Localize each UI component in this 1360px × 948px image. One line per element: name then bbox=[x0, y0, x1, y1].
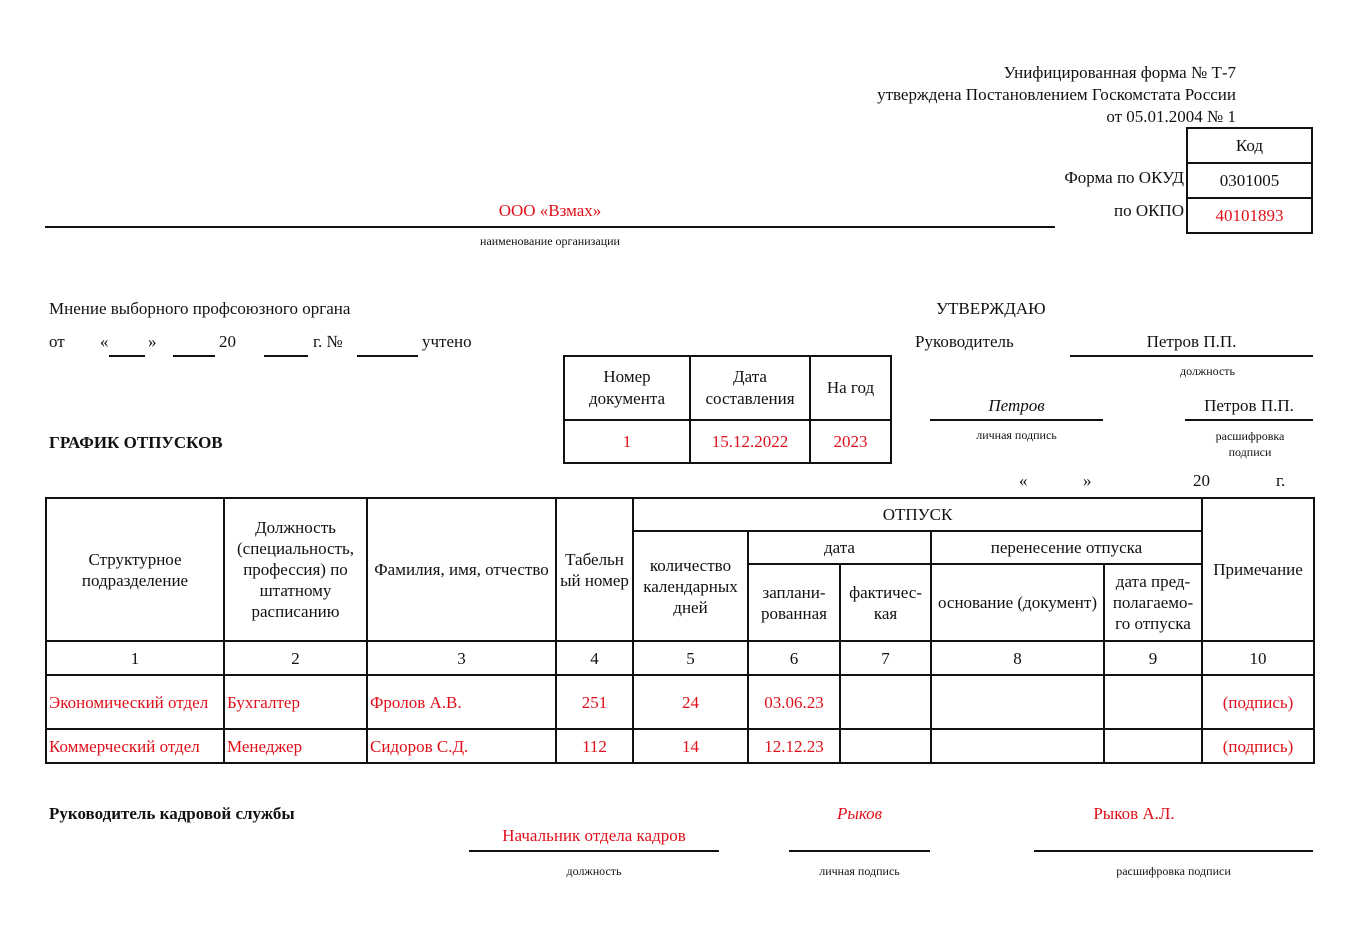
approve-title: УТВЕРЖДАЮ bbox=[936, 299, 1046, 318]
approve-signature: Петров bbox=[988, 396, 1045, 415]
footer-signature: Рыков bbox=[836, 804, 883, 823]
okpo-label: по ОКПО bbox=[1113, 201, 1184, 220]
approve-role-line bbox=[1070, 355, 1313, 357]
row-planned: 12.12.23 bbox=[748, 729, 840, 763]
header-actual: фактичес- кая bbox=[840, 564, 931, 641]
okud-label: Форма по ОКУД bbox=[1064, 168, 1184, 187]
approve-signature-caption: личная подпись bbox=[976, 428, 1057, 442]
form-header-line1: Унифицированная форма № Т-7 bbox=[1003, 63, 1236, 82]
form-header-line3: от 05.01.2004 № 1 bbox=[1106, 107, 1236, 126]
row-actual bbox=[840, 675, 931, 729]
row-expected bbox=[1104, 729, 1202, 763]
header-note: Примечание bbox=[1202, 498, 1314, 641]
union-number-line bbox=[357, 355, 418, 357]
column-numbers-row bbox=[46, 641, 1314, 675]
row-expected bbox=[1104, 675, 1202, 729]
union-year-line bbox=[264, 355, 308, 357]
footer-decoding-line bbox=[1034, 850, 1313, 852]
footer-position-value: Начальник отдела кадров bbox=[502, 826, 686, 845]
approve-role-caption: должность bbox=[1180, 364, 1235, 378]
col-number: 10 bbox=[1202, 641, 1314, 675]
header-date: дата bbox=[748, 531, 931, 564]
row-actual bbox=[840, 729, 931, 763]
row-note: (подпись) bbox=[1202, 729, 1314, 763]
footer-decoding: Рыков А.Л. bbox=[1093, 804, 1175, 823]
okpo-value: 40101893 bbox=[1215, 206, 1284, 225]
code-header: Код bbox=[1188, 129, 1311, 164]
form-header bbox=[877, 62, 1236, 128]
footer-decoding-caption: расшифровка подписи bbox=[1116, 864, 1231, 878]
row-unit: Экономический отдел bbox=[46, 675, 224, 729]
doc-title: ГРАФИК ОТПУСКОВ bbox=[49, 433, 223, 452]
header-basis: основание (документ) bbox=[931, 564, 1104, 641]
row-note: (подпись) bbox=[1202, 675, 1314, 729]
footer-position-caption: должность bbox=[566, 864, 622, 878]
approve-decoding-line bbox=[1185, 419, 1313, 421]
approve-date-year: 20 bbox=[1193, 471, 1210, 490]
row-name: Фролов А.В. bbox=[367, 675, 556, 729]
row-position: Бухгалтер bbox=[224, 675, 367, 729]
form-header-line2: утверждена Постановлением Госкомстата России bbox=[877, 85, 1236, 104]
header-unit: Структурное подразделение bbox=[46, 498, 224, 641]
footer-signature-caption: личная подпись bbox=[819, 864, 900, 878]
approve-role-label: Руководитель bbox=[915, 332, 1014, 351]
union-year: 20 bbox=[219, 332, 236, 351]
union-quote-open: « bbox=[100, 332, 109, 351]
union-gno: г. № bbox=[313, 332, 343, 351]
okud-value: 0301005 bbox=[1188, 164, 1311, 199]
row-tabnum: 112 bbox=[556, 729, 633, 763]
organization-name: ООО «Взмах» bbox=[498, 201, 602, 220]
doc-date-header: Дата составления bbox=[690, 356, 810, 420]
row-unit: Коммерческий отдел bbox=[46, 729, 224, 763]
header-expected: дата пред- полагаемо- го отпуска bbox=[1104, 564, 1202, 641]
approve-decoding-caption: расшифровка подписи bbox=[1215, 429, 1285, 459]
union-title: Мнение выборного профсоюзного органа bbox=[49, 299, 351, 318]
doc-year-header: На год bbox=[810, 356, 891, 420]
row-planned: 03.06.23 bbox=[748, 675, 840, 729]
header-tabnum: Табельн ый номер bbox=[556, 498, 633, 641]
header-vacation: ОТПУСК bbox=[633, 498, 1202, 531]
footer-label: Руководитель кадровой службы bbox=[49, 804, 295, 823]
union-month-line bbox=[173, 355, 215, 357]
union-quote-close: » bbox=[148, 332, 157, 351]
approve-role-value: Петров П.П. bbox=[1146, 332, 1237, 351]
header-planned: заплани- рованная bbox=[748, 564, 840, 641]
col-number: 6 bbox=[748, 641, 840, 675]
col-number: 9 bbox=[1104, 641, 1202, 675]
code-box bbox=[1186, 127, 1313, 234]
col-number: 7 bbox=[840, 641, 931, 675]
col-number: 8 bbox=[931, 641, 1104, 675]
header-name: Фамилия, имя, отчество bbox=[367, 498, 556, 641]
header-position: Должность (специальность, профессия) по штатному расписанию bbox=[224, 498, 367, 641]
row-days: 24 bbox=[633, 675, 748, 729]
approve-date-quote-open: « bbox=[1019, 471, 1028, 490]
doc-date-value: 15.12.2022 bbox=[690, 420, 810, 463]
table-row bbox=[46, 675, 1314, 729]
row-position: Менеджер bbox=[224, 729, 367, 763]
organization-caption: наименование организации bbox=[480, 234, 620, 248]
row-basis bbox=[931, 729, 1104, 763]
row-name: Сидоров С.Д. bbox=[367, 729, 556, 763]
row-tabnum: 251 bbox=[556, 675, 633, 729]
approve-signature-line bbox=[930, 419, 1103, 421]
row-days: 14 bbox=[633, 729, 748, 763]
footer-position-line bbox=[469, 850, 719, 852]
organization-line bbox=[45, 226, 1055, 228]
union-day-line bbox=[109, 355, 145, 357]
col-number: 3 bbox=[367, 641, 556, 675]
approve-date-quote-close: » bbox=[1083, 471, 1092, 490]
header-days: количество календарных дней bbox=[633, 531, 748, 641]
approve-date-g: г. bbox=[1276, 471, 1286, 490]
union-counted: учтено bbox=[422, 332, 472, 351]
doc-year-value: 2023 bbox=[810, 420, 891, 463]
col-number: 1 bbox=[46, 641, 224, 675]
vacation-schedule-table bbox=[45, 497, 1315, 764]
row-basis bbox=[931, 675, 1104, 729]
header-transfer: перенесение отпуска bbox=[931, 531, 1202, 564]
union-from: от bbox=[49, 332, 65, 351]
doc-info-table bbox=[563, 355, 892, 464]
table-row bbox=[46, 729, 1314, 763]
approve-decoding: Петров П.П. bbox=[1204, 396, 1294, 415]
col-number: 5 bbox=[633, 641, 748, 675]
col-number: 4 bbox=[556, 641, 633, 675]
footer-signature-line bbox=[789, 850, 930, 852]
doc-number-header: Номер документа bbox=[564, 356, 690, 420]
col-number: 2 bbox=[224, 641, 367, 675]
doc-number-value: 1 bbox=[564, 420, 690, 463]
